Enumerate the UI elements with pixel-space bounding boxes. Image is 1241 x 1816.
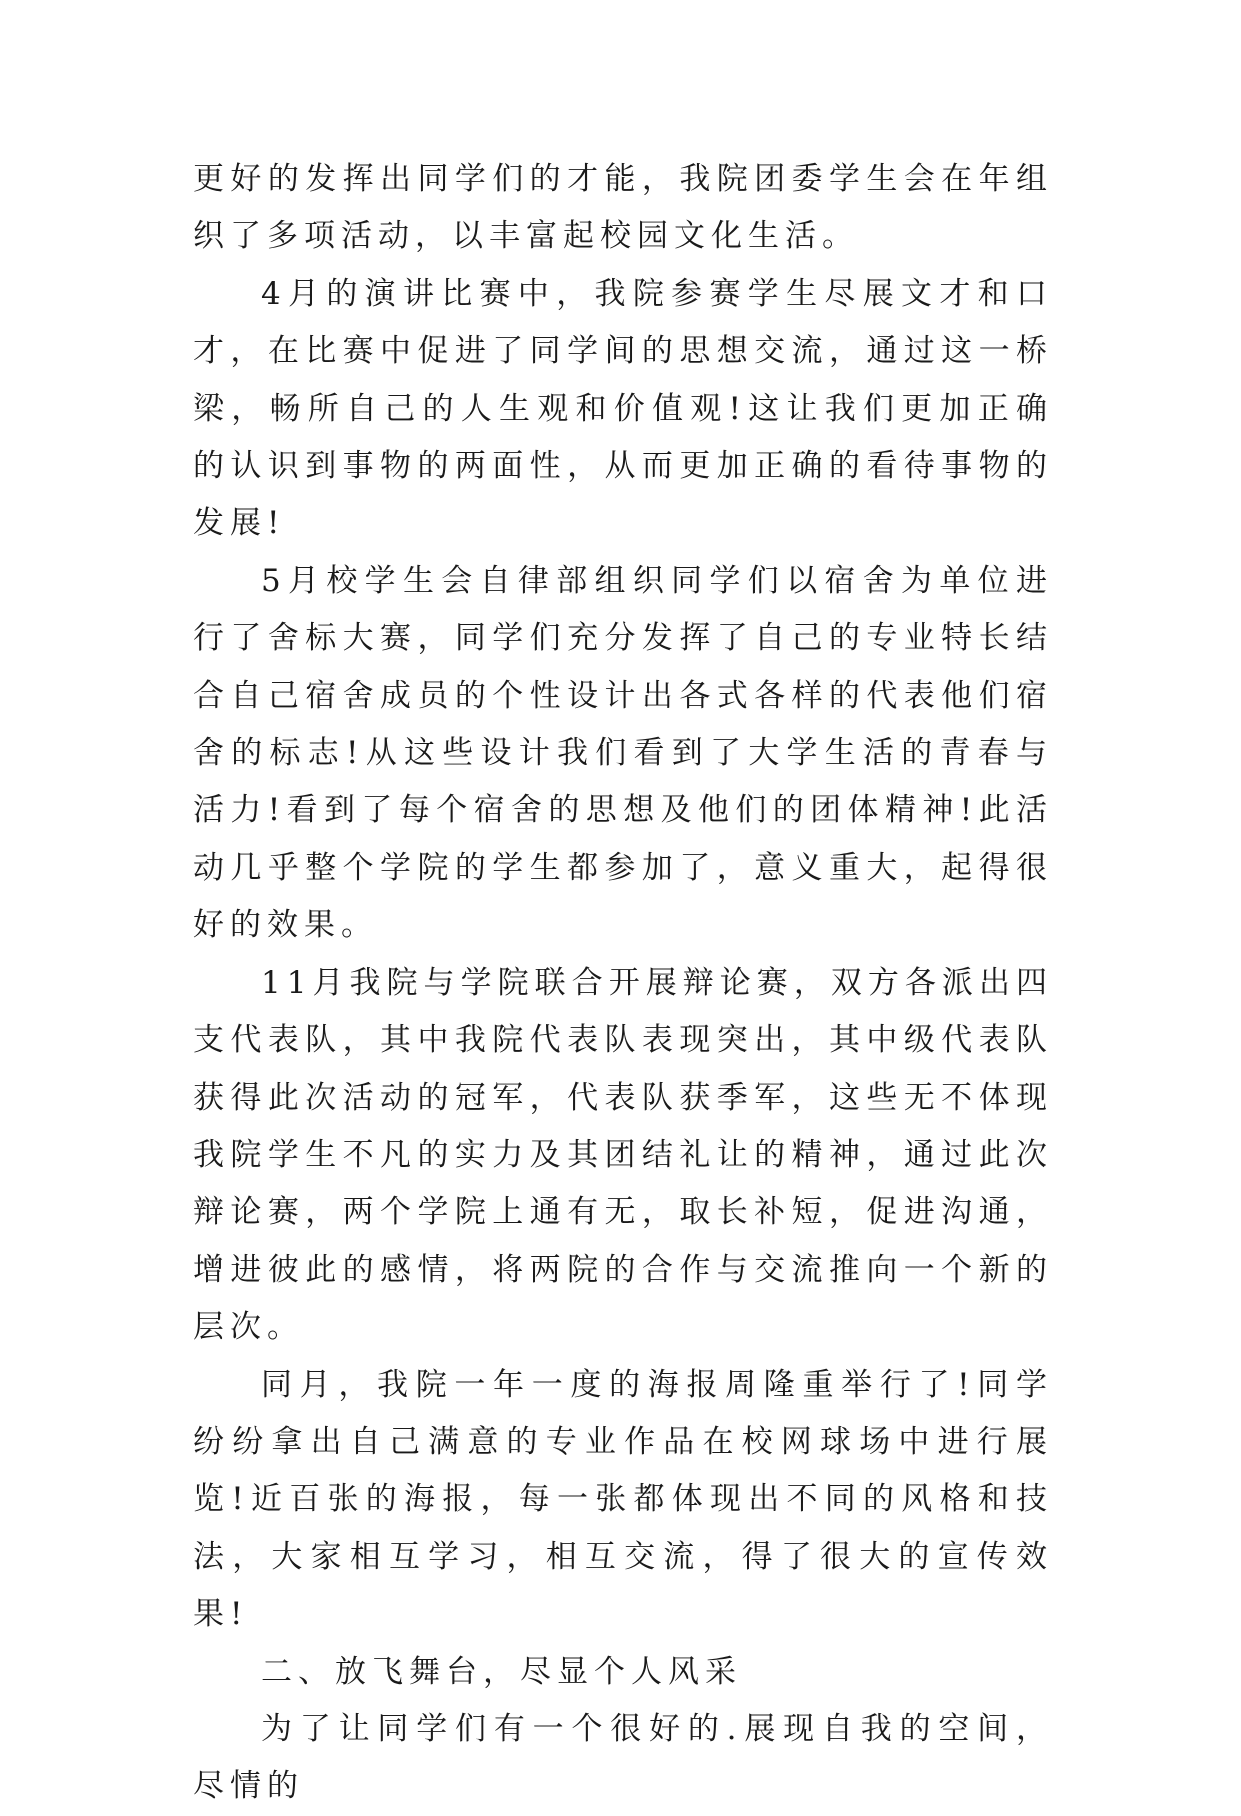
paragraph-intro: 更好的发挥出同学们的才能，我院团委学生会在年组织了多项活动，以丰富起校园文化生活。 [193, 161, 1053, 255]
paragraph-speech-contest: 4月的演讲比赛中，我院参赛学生尽展文才和口才，在比赛中促进了同学间的思想交流，通过这一桥梁，畅所自己的人生观和价值观!这让我们更加正确的认识到事物的两面性，从而更加正确的看待事物的发展! [193, 275, 1053, 542]
paragraph-dorm-logo-contest: 5月校学生会自律部组织同学们以宿舍为单位进行了舍标大赛，同学们充分发挥了自己的专业特长结合自己宿舍成员的个性设计出各式各样的代表他们宿舍的标志!从这些设计我们看到了大学生活的青春与活力!看到了每个宿舍的思想及他们的团体精神!此活动几乎整个学院的学生都参加了，意义重大，起得很好的效果。 [193, 562, 1053, 944]
paragraph-poster-week: 同月，我院一年一度的海报周隆重举行了!同学纷纷拿出自己满意的专业作品在校网球场中进行展览!近百张的海报，每一张都体现出不同的风格和技法，大家相互学习，相互交流，得了很大的宣传效果! [193, 1366, 1053, 1633]
document-body [193, 151, 1053, 1816]
section-heading: 二、放飞舞台，尽显个人风采 [261, 1653, 742, 1690]
paragraph-debate-contest: 11月我院与学院联合开展辩论赛，双方各派出四支代表队，其中我院代表队表现突出，其中级代表队获得此次活动的冠军，代表队获季军，这些无不体现我院学生不凡的实力及其团结礼让的精神，通过此次辩论赛，两个学院上通有无，取长补短，促进沟通，增进彼此的感情，将两院的合作与交流推向一个新的层次。 [193, 964, 1053, 1346]
paragraph-stage: 为了让同学们有一个很好的.展现自我的空间，尽情的 [193, 1710, 1053, 1805]
